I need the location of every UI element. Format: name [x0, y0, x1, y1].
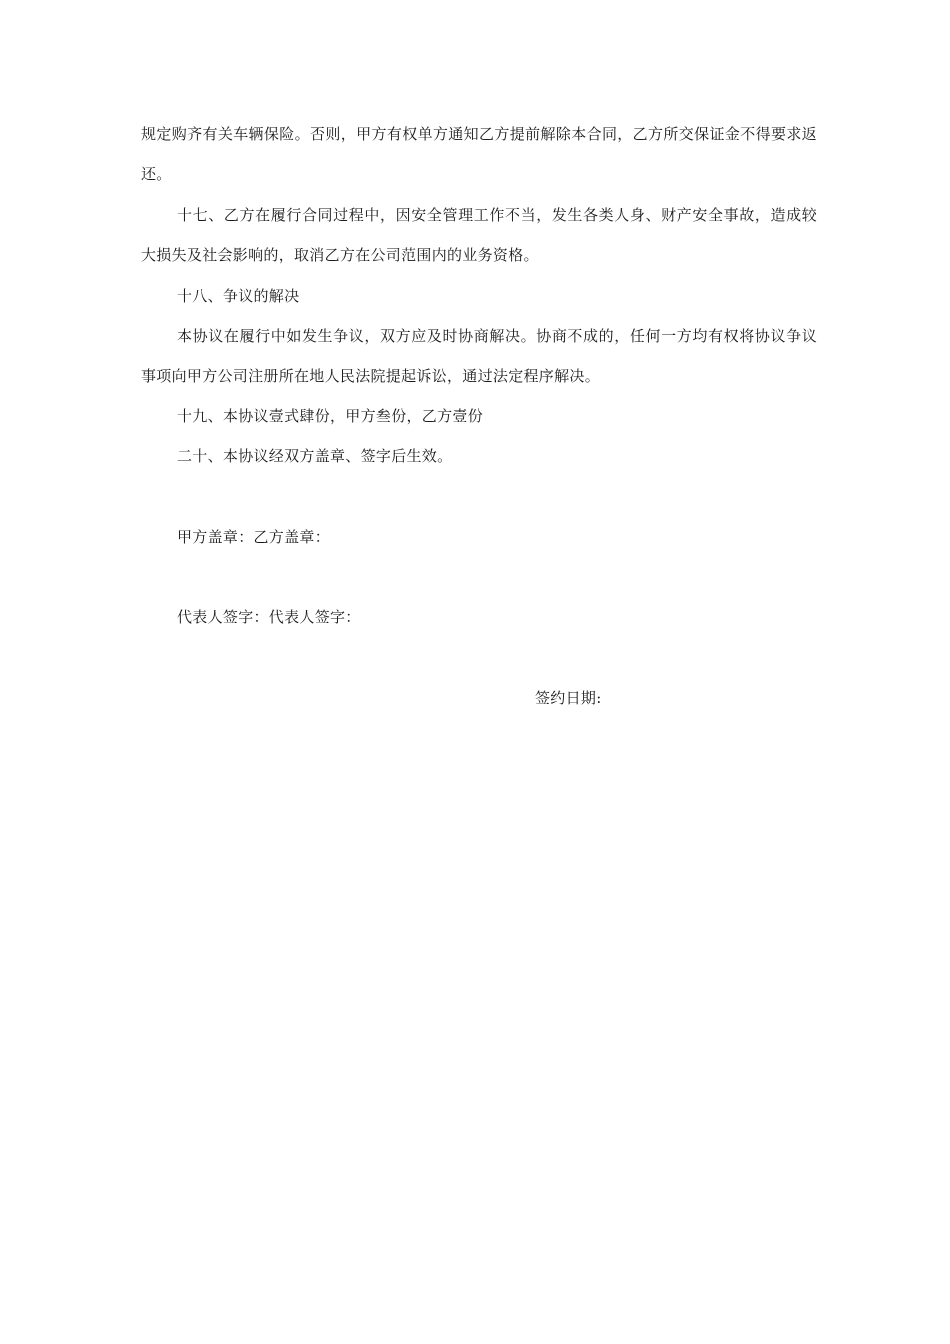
paragraph-clause-20: 二十、本协议经双方盖章、签字后生效。	[177, 447, 453, 465]
paragraph-clause-17: 十七、乙方在履行合同过程中，因安全管理工作不当，发生各类人身、财产安全事故，造成较大损失及社会影响的，取消乙方在公司范围内的业务资格。	[141, 206, 817, 264]
sign-date-label: 签约日期:	[535, 689, 602, 707]
paragraph-dispute-resolution: 本协议在履行中如发生争议，双方应及时协商解决。协商不成的，任何一方均有权将协议争议事项向甲方公司注册所在地人民法院提起诉讼，通过法定程序解决。	[141, 327, 817, 385]
paragraph-insurance-clause: 规定购齐有关车辆保险。否则，甲方有权单方通知乙方提前解除本合同，乙方所交保证金不得要求返还。	[141, 125, 817, 183]
heading-clause-18: 十八、争议的解决	[177, 287, 300, 305]
signature-line: 代表人签字：代表人签字：	[177, 608, 361, 626]
paragraph-clause-19: 十九、本协议壹式肆份，甲方叁份，乙方壹份	[177, 407, 484, 425]
seal-line: 甲方盖章：乙方盖章：	[177, 528, 331, 546]
